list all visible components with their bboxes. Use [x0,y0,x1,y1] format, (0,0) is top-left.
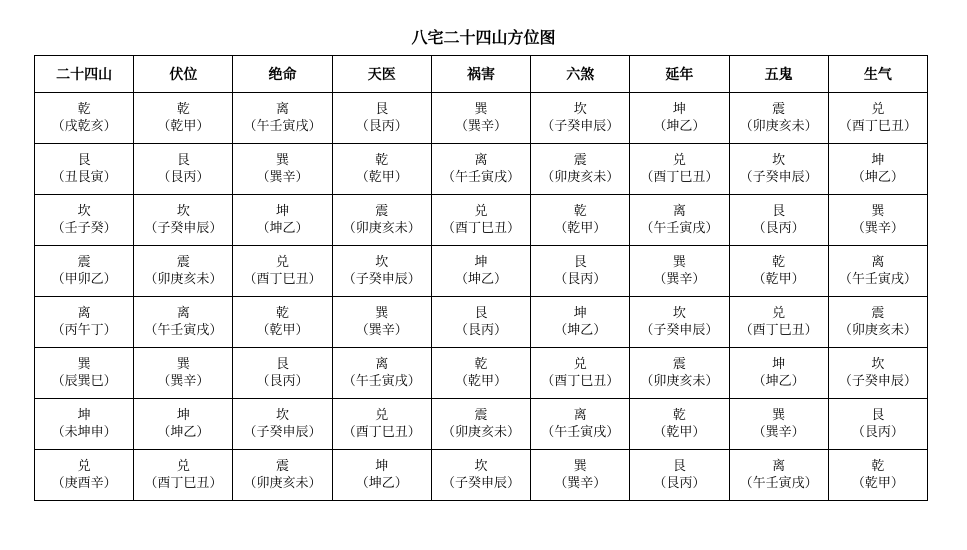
trigram-name: 坤 [573,306,587,321]
direction-cell [729,144,828,195]
direction-cell [431,195,530,246]
mountains-list: （乾甲） [554,221,607,236]
mountains-list: （午壬寅戌） [640,221,719,236]
direction-cell [134,144,233,195]
trigram-name: 巽 [77,357,91,372]
mountains-list: （坤乙） [454,272,507,287]
trigram-name: 震 [276,459,290,474]
trigram-name: 震 [672,357,686,372]
direction-cell [531,297,630,348]
mountains-list: （艮丙） [554,272,607,287]
trigram-name: 坤 [176,408,190,423]
mountains-list: （子癸申辰） [640,323,719,338]
column-header: 绝命 [233,56,332,93]
mountain-cell [35,399,134,450]
trigram-name: 坎 [176,204,190,219]
mountains-list: （丑艮寅） [51,170,117,185]
trigram-name: 巽 [474,102,488,117]
trigram-name: 艮 [77,153,91,168]
mountains-list: （午壬寅戌） [541,425,620,440]
trigram-name: 离 [176,306,190,321]
mountain-cell [35,297,134,348]
mountains-list: （子癸申辰） [739,170,818,185]
trigram-name: 兑 [474,204,488,219]
mountains-list: （坤乙） [752,374,805,389]
mountains-list: （巽辛） [157,374,210,389]
table-row [35,93,928,144]
direction-cell [134,246,233,297]
mountains-list: （午壬寅戌） [838,272,917,287]
trigram-name: 坎 [772,153,786,168]
mountain-cell [35,348,134,399]
trigram-name: 巽 [672,255,686,270]
direction-cell [233,246,332,297]
mountains-list: （酉丁巳丑） [243,272,322,287]
direction-cell [332,450,431,501]
mountains-list: （午壬寅戌） [144,323,223,338]
direction-cell [431,399,530,450]
mountains-list: （子癸申辰） [243,425,322,440]
mountains-list: （乾甲） [752,272,805,287]
trigram-name: 乾 [474,357,488,372]
mountains-list: （巽辛） [454,119,507,134]
trigram-name: 巽 [772,408,786,423]
trigram-name: 离 [474,153,488,168]
mountains-list: （卯庚亥未） [243,476,322,491]
direction-cell [828,93,927,144]
column-header: 六煞 [531,56,630,93]
direction-cell [531,93,630,144]
direction-cell [332,399,431,450]
direction-cell [134,93,233,144]
column-header: 二十四山 [35,56,134,93]
mountains-list: （午壬寅戌） [739,476,818,491]
trigram-name: 坎 [672,306,686,321]
direction-cell [233,297,332,348]
trigram-name: 离 [573,408,587,423]
direction-cell [729,348,828,399]
direction-cell [531,246,630,297]
mountains-list: （坤乙） [851,170,904,185]
mountains-list: （乾甲） [256,323,309,338]
mountains-list: （巽辛） [554,476,607,491]
direction-cell [630,246,729,297]
trigram-name: 艮 [573,255,587,270]
mountains-list: （坤乙） [653,119,706,134]
trigram-name: 兑 [375,408,389,423]
direction-cell [630,450,729,501]
mountains-list: （巽辛） [653,272,706,287]
direction-cell [332,93,431,144]
trigram-name: 乾 [772,255,786,270]
trigram-name: 艮 [276,357,290,372]
table-body [35,93,928,501]
trigram-name: 坎 [871,357,885,372]
trigram-name: 震 [573,153,587,168]
mountains-list: （辰巽巳） [51,374,117,389]
trigram-name: 兑 [77,459,91,474]
mountains-list: （酉丁巳丑） [541,374,620,389]
trigram-name: 乾 [276,306,290,321]
direction-cell [828,297,927,348]
trigram-name: 巽 [375,306,389,321]
trigram-name: 震 [77,255,91,270]
trigram-name: 艮 [772,204,786,219]
mountains-list: （乾甲） [157,119,210,134]
trigram-name: 坎 [474,459,488,474]
mountains-list: （卯庚亥未） [739,119,818,134]
direction-cell [431,93,530,144]
trigram-name: 巽 [871,204,885,219]
direction-cell [431,450,530,501]
column-header: 天医 [332,56,431,93]
direction-cell [531,195,630,246]
trigram-name: 艮 [672,459,686,474]
direction-cell [233,144,332,195]
mountains-list: （庚酉辛） [51,476,117,491]
mountains-list: （艮丙） [851,425,904,440]
mountains-list: （卯庚亥未） [541,170,620,185]
mountain-cell [35,450,134,501]
column-header: 生气 [828,56,927,93]
mountains-list: （子癸申辰） [541,119,620,134]
mountains-list: （卯庚亥未） [342,221,421,236]
direction-cell [332,144,431,195]
column-header: 祸害 [431,56,530,93]
mountains-list: （酉丁巳丑） [144,476,223,491]
trigram-name: 乾 [77,102,91,117]
mountains-list: （酉丁巳丑） [342,425,421,440]
mountains-list: （艮丙） [256,374,309,389]
direction-cell [531,399,630,450]
direction-cell [134,399,233,450]
trigram-name: 坤 [375,459,389,474]
direction-cell [828,144,927,195]
trigram-name: 巽 [176,357,190,372]
direction-cell [531,348,630,399]
table-row [35,144,928,195]
direction-cell [332,246,431,297]
direction-cell [134,348,233,399]
direction-cell [332,348,431,399]
mountains-list: （艮丙） [653,476,706,491]
mountains-list: （子癸申辰） [441,476,520,491]
mountain-cell [35,246,134,297]
trigram-name: 离 [672,204,686,219]
trigram-name: 艮 [176,153,190,168]
mountain-cell [35,195,134,246]
direction-cell [531,144,630,195]
trigram-name: 巽 [573,459,587,474]
trigram-name: 震 [772,102,786,117]
table-row [35,450,928,501]
direction-cell [729,246,828,297]
direction-cell [630,195,729,246]
trigram-name: 坤 [276,204,290,219]
mountains-list: （巽辛） [851,221,904,236]
trigram-name: 乾 [573,204,587,219]
mountains-list: （丙午丁） [51,323,117,338]
trigram-name: 乾 [871,459,885,474]
trigram-name: 离 [77,306,91,321]
trigram-name: 离 [276,102,290,117]
direction-cell [134,297,233,348]
mountains-list: （壬子癸） [51,221,117,236]
direction-cell [134,195,233,246]
trigram-name: 离 [871,255,885,270]
trigram-name: 乾 [176,102,190,117]
trigram-name: 震 [871,306,885,321]
trigram-name: 坤 [77,408,91,423]
page-title: 八宅二十四山方位图 [411,28,556,47]
direction-cell [332,195,431,246]
column-header: 五鬼 [729,56,828,93]
direction-cell [332,297,431,348]
mountains-list: （酉丁巳丑） [441,221,520,236]
trigram-name: 坎 [77,204,91,219]
direction-cell [729,450,828,501]
trigram-name: 离 [375,357,389,372]
direction-cell [729,297,828,348]
mountains-list: （甲卯乙） [51,272,117,287]
trigram-name: 震 [375,204,389,219]
mountains-list: （子癸申辰） [144,221,223,236]
trigram-name: 艮 [871,408,885,423]
mountain-cell [35,93,134,144]
mountains-list: （卯庚亥未） [838,323,917,338]
direction-cell [729,399,828,450]
mountains-list: （未坤申） [51,425,117,440]
mountains-list: （乾甲） [851,476,904,491]
direction-cell [431,246,530,297]
direction-cell [233,93,332,144]
direction-cell [233,195,332,246]
trigram-name: 兑 [772,306,786,321]
direction-cell [828,348,927,399]
mountains-list: （午壬寅戌） [441,170,520,185]
table-row [35,399,928,450]
mountains-list: （坤乙） [554,323,607,338]
trigram-name: 兑 [871,102,885,117]
header-row [35,56,928,93]
mountains-list: （子癸申辰） [838,374,917,389]
direction-cell [233,450,332,501]
direction-cell [630,348,729,399]
direction-cell [828,399,927,450]
mountains-list: （卯庚亥未） [640,374,719,389]
trigram-name: 离 [772,459,786,474]
mountains-list: （子癸申辰） [342,272,421,287]
trigram-name: 艮 [375,102,389,117]
direction-cell [431,144,530,195]
trigram-name: 艮 [474,306,488,321]
mountains-list: （卯庚亥未） [441,425,520,440]
direction-cell [729,195,828,246]
table-row [35,297,928,348]
table-row [35,195,928,246]
direction-cell [233,348,332,399]
direction-cell [233,399,332,450]
mountains-list: （巽辛） [256,170,309,185]
trigram-name: 坤 [772,357,786,372]
mountain-cell [35,144,134,195]
mountains-list: （乾甲） [454,374,507,389]
trigram-name: 坎 [375,255,389,270]
direction-cell [531,450,630,501]
trigram-name: 坤 [474,255,488,270]
trigram-name: 兑 [276,255,290,270]
mountains-list: （坤乙） [355,476,408,491]
direction-table [34,55,928,501]
mountains-list: （酉丁巳丑） [640,170,719,185]
table-row [35,348,928,399]
mountains-list: （艮丙） [355,119,408,134]
mountains-list: （坤乙） [256,221,309,236]
mountains-list: （坤乙） [157,425,210,440]
direction-cell [134,450,233,501]
direction-cell [828,450,927,501]
mountains-list: （艮丙） [752,221,805,236]
mountains-list: （卯庚亥未） [144,272,223,287]
trigram-name: 震 [176,255,190,270]
direction-cell [630,399,729,450]
mountains-list: （巽辛） [355,323,408,338]
mountains-list: （午壬寅戌） [342,374,421,389]
trigram-name: 乾 [672,408,686,423]
direction-cell [630,93,729,144]
table-row [35,246,928,297]
direction-cell [630,144,729,195]
mountains-list: （艮丙） [454,323,507,338]
direction-cell [630,297,729,348]
direction-cell [431,297,530,348]
mountains-list: （酉丁巳丑） [739,323,818,338]
trigram-name: 兑 [573,357,587,372]
trigram-name: 乾 [375,153,389,168]
trigram-name: 兑 [176,459,190,474]
trigram-name: 巽 [276,153,290,168]
column-header: 延年 [630,56,729,93]
mountains-list: （酉丁巳丑） [838,119,917,134]
mountains-list: （午壬寅戌） [243,119,322,134]
mountains-list: （巽辛） [752,425,805,440]
trigram-name: 震 [474,408,488,423]
trigram-name: 坎 [276,408,290,423]
mountains-list: （乾甲） [355,170,408,185]
mountains-list: （艮丙） [157,170,210,185]
mountains-list: （戌乾亥） [51,119,117,134]
trigram-name: 兑 [672,153,686,168]
trigram-name: 坤 [672,102,686,117]
trigram-name: 坤 [871,153,885,168]
trigram-name: 坎 [573,102,587,117]
direction-cell [729,93,828,144]
mountains-list: （乾甲） [653,425,706,440]
direction-cell [828,246,927,297]
column-header: 伏位 [134,56,233,93]
direction-cell [828,195,927,246]
direction-cell [431,348,530,399]
